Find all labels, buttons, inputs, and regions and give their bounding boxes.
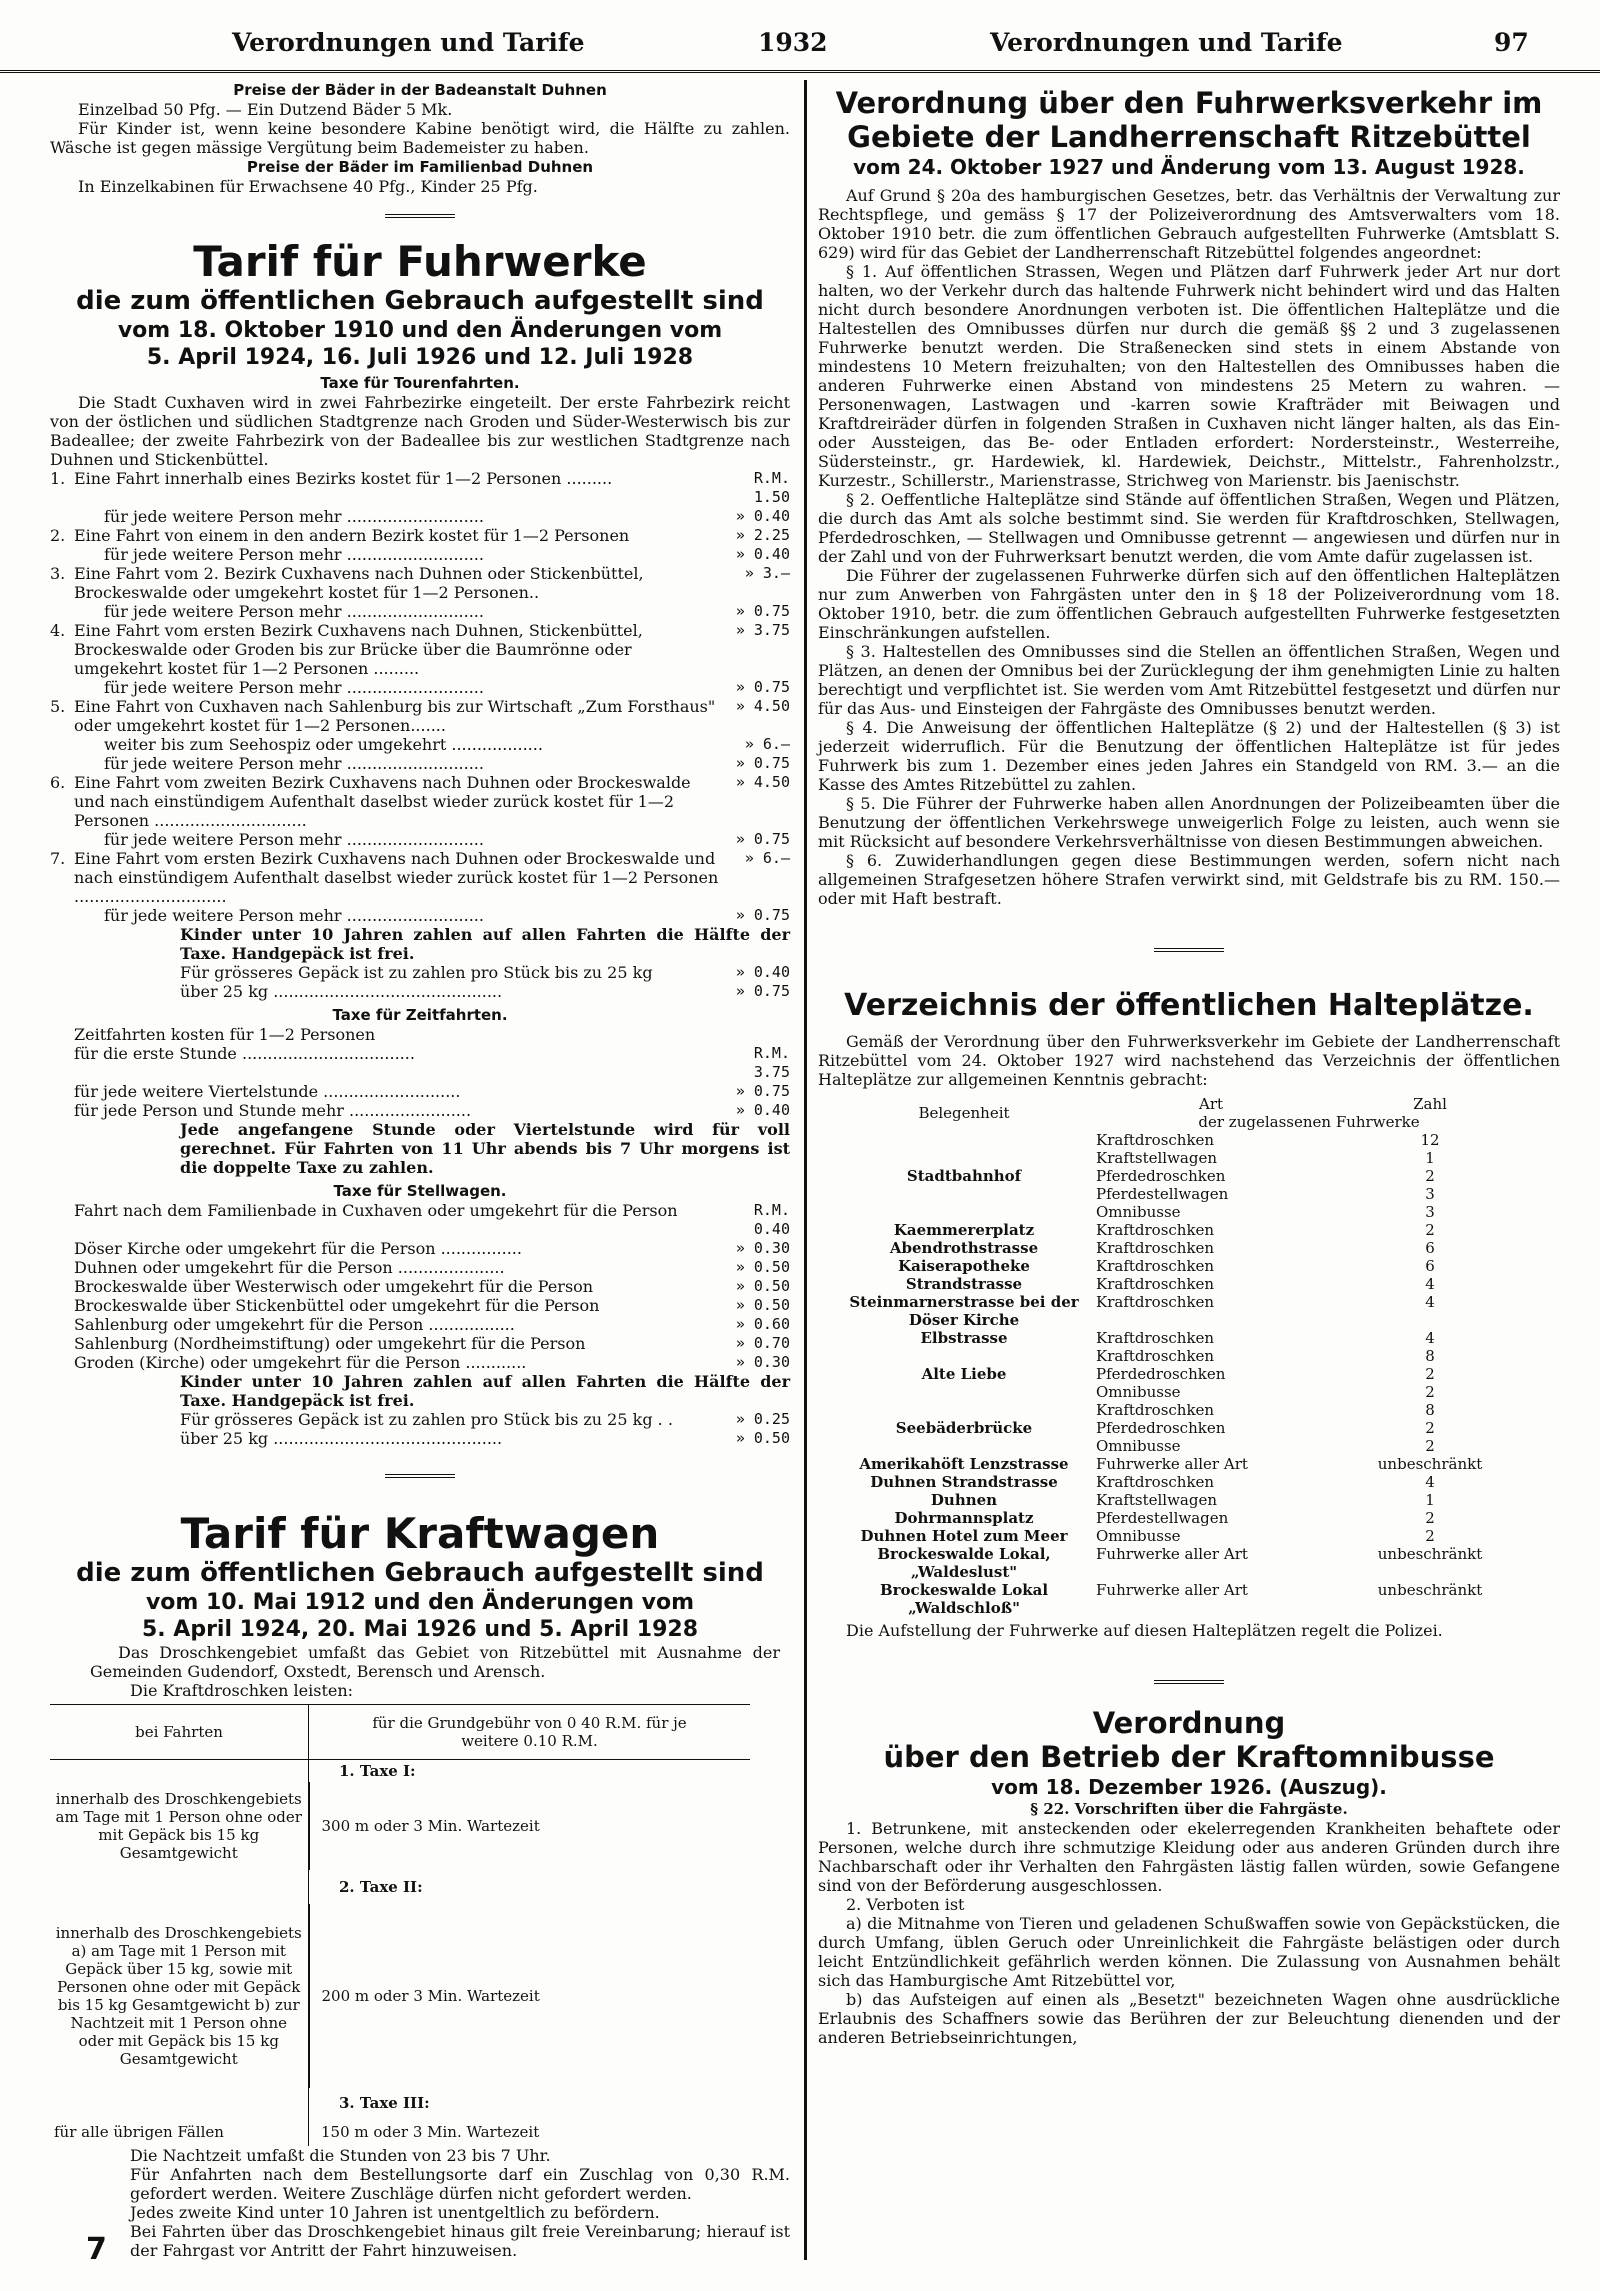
- right-column: [818, 80, 1560, 2047]
- halteplatz-place: [838, 1437, 1090, 1455]
- verordnung-paragraph: § 6. Zuwiderhandlungen gegen diese Bestimmungen werden, sofern nicht nach allgemeinen Strafgesetzen höhere Strafen verwirkt sind, mit Geldstrafe bis zu RM. 150.— oder mit Haft bestraft.: [818, 851, 1560, 908]
- tariff-row: [156, 963, 790, 982]
- tariff-row: [50, 602, 790, 621]
- halteplatz-art: Kraftdroschken: [1096, 1473, 1215, 1491]
- halteplatz-count: 1: [1425, 1149, 1435, 1167]
- halteplatz-row: [838, 1455, 1528, 1473]
- kraftwagen-subtitle-3: 5. April 1924, 20. Mai 1926 und 5. April 1928: [141, 1617, 699, 1642]
- halteplatz-art: Fuhrwerke aller Art: [1096, 1545, 1248, 1563]
- verordnung-omnibus-section: § 22. Vorschriften über die Fahrgäste.: [1030, 1800, 1348, 1818]
- verzeichnis-intro: Gemäß der Verordnung über den Fuhrwerksverkehr im Gebiete der Landherrenschaft Ritzebüttel vom 24. Oktober 1927 wird nachstehend das Verzeichnis der öffentlichen Halteplätze zur allgemeinen Kenntnis gebracht:: [818, 1032, 1560, 1089]
- tariff-row-price: » 0.40: [735, 963, 790, 981]
- halteplatz-row: [838, 1437, 1528, 1455]
- tariff-row-price: » 0.30: [735, 1239, 790, 1257]
- halteplatz-place: [838, 1347, 1090, 1365]
- halteplatz-row: [838, 1383, 1528, 1401]
- tariff-row: [50, 507, 790, 526]
- tariff-row-price: R.M. 1.50: [753, 469, 790, 506]
- halteplatz-count: 4: [1425, 1473, 1435, 1491]
- verordnung-paragraph: § 4. Die Anweisung der öffentlichen Halteplätze (§ 2) und der Haltestellen (§ 3) ist jederzeit widerruflich. Für die Benutzung der öffentlichen Halteplätze ist für jedes Fuhrwerk bis zum 1. Dezember eines jeden Jahres ein Standgeld von RM. 3.— an die Kasse des Amtes Ritzebüttel zu zahlen.: [818, 718, 1560, 794]
- halteplatz-row: [838, 1185, 1528, 1203]
- tariff-row-text: über 25 kg .............................................: [180, 1429, 503, 1448]
- tariff-row: [50, 526, 790, 545]
- halteplatz-count: unbeschränkt: [1377, 1545, 1483, 1563]
- verordnung-paragraph: § 3. Haltestellen des Omnibusses sind die Stellen an öffentlichen Straßen, Wegen und Plätzen, an denen der Omnibus bei der Zurücklegung der ihm genehmigten Linie zu halten berechtigt und verpflichtet ist. Sie werden vom Amt Ritzebüttel festgesetzt und dürfen nur für das Aus- und Einsteigen der Fahrgäste des Omnibusses benutzt werden.: [818, 642, 1560, 718]
- halteplatz-place: Elbstrasse: [920, 1329, 1008, 1347]
- tariff-row-text: Eine Fahrt vom 2. Bezirk Cuxhavens nach Duhnen oder Stickenbüttel, Brockeswalde oder umgekehrt kostet für 1—2 Personen..: [74, 564, 649, 602]
- tariff-row-price: » 6.—: [744, 849, 790, 867]
- halteplatz-art: Kraftdroschken: [1096, 1221, 1215, 1239]
- halteplatz-count: 8: [1425, 1401, 1435, 1419]
- tariff-row-price: » 0.60: [735, 1315, 790, 1333]
- tariff-row-price: » 0.40: [735, 545, 790, 563]
- tariff-row: [50, 1044, 790, 1082]
- halteplaetze-table: [838, 1095, 1528, 1617]
- tariff-row-text: für jede weitere Person mehr ...........................: [104, 507, 484, 526]
- tariff-row-text: Brockeswalde über Stickenbüttel oder umgekehrt für die Person: [74, 1296, 600, 1315]
- tariff-row-text: Eine Fahrt vom zweiten Bezirk Cuxhavens nach Duhnen oder Brockeswalde und nach einstündigem Aufenthalt daselbst wieder zurück kostet für 1—2 Personen ..............................: [74, 773, 696, 830]
- verordnung-fuhrwerk-title-2: Gebiete der Landherrenschaft Ritzebüttel: [847, 120, 1531, 154]
- halteplatz-row: [838, 1401, 1528, 1419]
- halteplatz-count: 2: [1425, 1167, 1435, 1185]
- taxe-3-condition: für alle übrigen Fällen: [50, 2118, 309, 2146]
- tariff-row-price: » 0.75: [735, 906, 790, 924]
- halteplatz-place: Kaiserapotheke: [898, 1257, 1030, 1275]
- header-right: Verordnungen und Tarife: [990, 28, 1343, 57]
- kraftwagen-note: Für Anfahrten nach dem Bestellungsorte darf ein Zuschlag von 0,30 R.M. gefordert werden. Weitere Zuschläge dürfen nicht gefordert werden.: [130, 2165, 790, 2203]
- page-header: [0, 22, 1600, 73]
- halteplatz-row: [838, 1167, 1528, 1185]
- separator: [1154, 948, 1224, 954]
- halteplatz-count: 3: [1425, 1185, 1435, 1203]
- touren-intro: Die Stadt Cuxhaven wird in zwei Fahrbezirke eingeteilt. Der erste Fahrbezirk reicht von der östlichen und südlichen Stadtgrenze nach Groden und Süder-Westerwisch bis zur Badeallee; der zweite Fahrbezirk von der Badeallee bis zur westlichen Stadtgrenze nach Duhnen und Stickenbüttel.: [50, 393, 790, 469]
- kraftwagen-subtitle-2: vom 10. Mai 1912 und den Änderungen vom: [145, 1590, 695, 1615]
- tariff-row-number: 4.: [50, 621, 66, 640]
- tariff-row: [50, 1315, 790, 1334]
- tariff-row: [50, 1025, 790, 1044]
- left-column: [50, 80, 790, 2260]
- tariff-row: [50, 621, 790, 678]
- tariff-row-text: Sahlenburg oder umgekehrt für die Person .................: [74, 1315, 515, 1334]
- tariff-row-text: Zeitfahrten kosten für 1—2 Personen: [74, 1025, 376, 1044]
- halteplatz-place: Dohrmannsplatz: [894, 1509, 1034, 1527]
- tariff-row: [50, 697, 790, 735]
- halteplatz-art: Fuhrwerke aller Art: [1096, 1455, 1248, 1473]
- tariff-row: [50, 1353, 790, 1372]
- halteplatz-art: Omnibusse: [1096, 1437, 1181, 1455]
- separator: [385, 214, 455, 220]
- page-number: 97: [1494, 28, 1529, 57]
- tariff-row-text: Döser Kirche oder umgekehrt für die Person ................: [74, 1239, 522, 1258]
- fuhrwerke-subtitle-3: 5. April 1924, 16. Juli 1926 und 12. Juli 1928: [146, 345, 694, 370]
- stell-title: Taxe für Stellwagen.: [333, 1182, 507, 1200]
- tariff-row-text: für jede weitere Viertelstunde ...........................: [74, 1082, 461, 1101]
- taxe-2-value: 200 m oder 3 Min. Wartezeit: [321, 1987, 540, 2005]
- verordnung-omnibus-body: [818, 1819, 1560, 2047]
- halteplatz-art: Kraftstellwagen: [1096, 1491, 1218, 1509]
- halteplatz-count: 4: [1425, 1329, 1435, 1347]
- zeit-note: Jede angefangene Stunde oder Viertelstunde wird für voll gerechnet. Für Fahrten von 11 Uhr abends bis 7 Uhr morgens ist die doppelte Taxe zu zahlen.: [180, 1120, 790, 1177]
- halteplatz-art: Pferdestellwagen: [1096, 1509, 1229, 1527]
- tariff-row: [50, 1239, 790, 1258]
- halteplatz-art: Kraftdroschken: [1096, 1347, 1215, 1365]
- zeit-list: [50, 1025, 790, 1120]
- halteplatz-place: Brockeswalde Lokal „Waldschloß": [879, 1581, 1049, 1617]
- tariff-row-text: für jede weitere Person mehr ...........................: [104, 602, 484, 621]
- baeder-line-2: Für Kinder ist, wenn keine besondere Kabine benötigt wird, die Hälfte zu zahlen. Wäsche ist gegen mässige Vergütung beim Bademeister zu haben.: [50, 119, 790, 157]
- halteplatz-art: Kraftdroschken: [1096, 1275, 1215, 1293]
- halteplatz-art: Kraftdroschken: [1096, 1131, 1215, 1149]
- halteplatz-art: Kraftdroschken: [1096, 1329, 1215, 1347]
- halteplatz-count: 2: [1425, 1365, 1435, 1383]
- tariff-row-price: » 0.30: [735, 1353, 790, 1371]
- tariff-row-number: 2.: [50, 526, 66, 545]
- halteplatz-art: Kraftdroschken: [1096, 1401, 1215, 1419]
- verordnung-paragraph: b) das Aufsteigen auf einen als „Besetzt" bezeichneten Wagen ohne ausdrückliche Erlaubnis des Schaffners sowie das Berühren der zur Beleuchtung dienenden und der anderen Betriebseinrichtungen,: [818, 1990, 1560, 2047]
- halteplatz-row: [838, 1203, 1528, 1221]
- tariff-row: [50, 849, 790, 906]
- halteplatz-count: 6: [1425, 1257, 1435, 1275]
- halteplatz-place: Duhnen Strandstrasse: [870, 1473, 1058, 1491]
- tariff-row-text: Eine Fahrt von Cuxhaven nach Sahlenburg bis zur Wirtschaft „Zum Forsthaus" oder umgekehrt kostet für 1—2 Personen.......: [74, 697, 721, 735]
- tariff-row-price: » 0.75: [735, 982, 790, 1000]
- fuhrwerke-subtitle-1: die zum öffentlichen Gebrauch aufgestellt sind: [76, 286, 764, 316]
- tariff-row-price: » 0.50: [735, 1296, 790, 1314]
- halteplatz-count: 2: [1425, 1509, 1435, 1527]
- taxe-2-condition: innerhalb des Droschkengebiets a) am Tage mit 1 Person mit Gepäck über 15 kg, sowie mit Personen ohne oder mit Gepäck bis 15 kg Gesamtgewicht b) zur Nachtzeit mit 1 Person ohne oder mit Gepäck bis 15 kg Gesamtgewicht: [50, 1904, 309, 2088]
- verordnung-fuhrwerk-title-3: vom 24. Oktober 1927 und Änderung vom 13. August 1928.: [853, 155, 1525, 179]
- tariff-row-number: 6.: [50, 773, 66, 792]
- halteplatz-art: Kraftstellwagen: [1096, 1149, 1218, 1167]
- verordnung-omnibus-title-2: über den Betrieb der Kraftomnibusse: [883, 1740, 1495, 1774]
- fuhrwerke-subtitle-2: vom 18. Oktober 1910 und den Änderungen vom: [117, 318, 723, 343]
- verordnung-paragraph: § 1. Auf öffentlichen Strassen, Wegen und Plätzen darf Fuhrwerk jeder Art nur dort halten, wo der Verkehr durch das haltende Fuhrwerk nicht behindert wird und das Halten nicht durch besondere Anordnungen verboten ist. Die öffentlichen Halteplätze und die Haltestellen des Omnibusses dürfen nur durch die gemäß §§ 2 und 3 zugelassenen Fuhrwerke benutzt werden. Die Straßenecken sind stets in einem Abstande von mindestens 10 Metern freizuhalten; von den Haltestellen des Omnibusses haben die anderen Fuhrwerke einen Abstand von mindestens 25 Metern zu wahren. — Personenwagen, Lastwagen und -karren sowie Krafträder mit Beiwagen und Kraftdreiräder dürfen in folgenden Straßen in Cuxhaven nicht länger halten, als das Ein- oder Aussteigen, das Be- oder Entladen erfordert: Nordersteinstr., Westerreihe, Südersteinstr., gr. Hardewiek, kl. Hardewiek, Deichstr., Mittelstr., Fahrenholzstr., Kurzestr., Schillerstr., Marienstrasse, Strichweg von Marienstr. bis Jaenischstr.: [818, 262, 1560, 490]
- verordnung-paragraph: Die Führer der zugelassenen Fuhrwerke dürfen sich auf den öffentlichen Halteplätzen nur zum Anwerben von Fahrgästen unter den in § 18 der Polizeiverordnung vom 18. Oktober 1910, betr. die zum öffentlichen Gebrauch aufgestellten Fuhrwerke festgesetzten Einschränkungen aufstellen.: [818, 566, 1560, 642]
- verordnung-omnibus-title-1: Verordnung: [1092, 1706, 1286, 1740]
- tariff-row-price: » 0.75: [735, 678, 790, 696]
- halteplatz-place: Strandstrasse: [905, 1275, 1023, 1293]
- tariff-row-text: weiter bis zum Seehospiz oder umgekehrt ..................: [104, 735, 543, 754]
- halteplatz-art: Omnibusse: [1096, 1203, 1181, 1221]
- tariff-row: [50, 1201, 790, 1239]
- halteplatz-row: [838, 1509, 1528, 1527]
- col-subheader: der zugelassenen Fuhrwerke: [1198, 1113, 1420, 1131]
- halteplatz-count: 1: [1425, 1491, 1435, 1509]
- halteplatz-count: 8: [1425, 1347, 1435, 1365]
- gepaeck-list: [50, 963, 790, 1001]
- tariff-row-number: 3.: [50, 564, 66, 583]
- tariff-row-text: für jede weitere Person mehr ...........................: [104, 545, 484, 564]
- tariff-row-price: » 6.—: [744, 735, 790, 753]
- kraftwagen-title: Tarif für Kraftwagen: [180, 1509, 660, 1558]
- tariff-row-text: Eine Fahrt vom ersten Bezirk Cuxhavens nach Duhnen, Stickenbüttel, Brockeswalde oder Groden bis zur Brücke über die Baumrönne oder umgekehrt kostet für 1—2 Personen .........: [74, 621, 648, 678]
- taxe-head-right: für die Grundgebühr von 0 40 R.M. für je weitere 0.10 R.M.: [372, 1714, 687, 1750]
- taxe-3-title: 3. Taxe III:: [339, 2094, 430, 2112]
- tariff-row-price: » 0.75: [735, 830, 790, 848]
- kraftwagen-leisten: Die Kraftdroschken leisten:: [130, 1681, 354, 1700]
- tariff-row-price: » 2.25: [735, 526, 790, 544]
- halteplatz-place: Amerikahöft Lenzstrasse: [859, 1455, 1069, 1473]
- baeder-title-1: Preise der Bäder in der Badeanstalt Duhnen: [233, 81, 607, 99]
- tariff-row: [50, 1296, 790, 1315]
- zeit-title: Taxe für Zeitfahrten.: [332, 1006, 508, 1024]
- stell-list: [50, 1201, 790, 1372]
- halteplatz-count: 4: [1425, 1275, 1435, 1293]
- taxe-head-left: bei Fahrten: [50, 1705, 309, 1760]
- tariff-row-text: Für grösseres Gepäck ist zu zahlen pro Stück bis zu 25 kg: [180, 963, 653, 982]
- verordnung-paragraph: § 2. Oeffentliche Halteplätze sind Stände auf öffentlichen Straßen, Wegen und Plätzen, die durch das Amt als solche bestimmt sind. Sie werden für Kraftdroschken, Stellwagen, Pferdedroschken, — Stellwagen und Omnibusse getrennt — angewiesen und dürfen nur in der Zahl und von der Fuhrwerksart benutzt werden, die vom Amte dafür zugelassen ist.: [818, 490, 1560, 566]
- halteplatz-row: [838, 1329, 1528, 1347]
- halteplatz-row: [838, 1131, 1528, 1149]
- halteplatz-art: Pferdestellwagen: [1096, 1185, 1229, 1203]
- halteplatz-count: unbeschränkt: [1377, 1455, 1483, 1473]
- halteplatz-row: [838, 1491, 1528, 1509]
- verordnung-paragraph: § 5. Die Führer der Fuhrwerke haben allen Anordnungen der Polizeibeamten über die Benutzung der öffentlichen Verkehrswege unweigerlich Folge zu leisten, auch wenn sie mit Rücksicht auf besondere Verkehrsverhältnisse von diesen Bestimmungen abweichen.: [818, 794, 1560, 851]
- verordnung-paragraph: a) die Mitnahme von Tieren und geladenen Schußwaffen sowie von Gepäckstücken, die durch Umfang, üblen Geruch oder Unreinlichkeit die Fahrgäste belästigen oder durch leicht Entzündlichkeit gefährlich werden können. Die Zulassung von Ausnahmen behält sich das Hamburgische Amt Ritzebüttel vor,: [818, 1914, 1560, 1990]
- kraftwagen-note: Bei Fahrten über das Droschkengebiet hinaus gilt freie Vereinbarung; hierauf ist der Fahrgast vor Antritt der Fahrt hinzuweisen.: [130, 2222, 790, 2260]
- taxe-2-title: 2. Taxe II:: [339, 1878, 423, 1896]
- halteplatz-row: [838, 1275, 1528, 1293]
- separator: [1154, 1680, 1224, 1686]
- stell-note: Kinder unter 10 Jahren zahlen auf allen Fahrten die Hälfte der Taxe. Handgepäck ist frei.: [180, 1372, 790, 1410]
- tariff-row: [50, 773, 790, 830]
- verzeichnis-note: Die Aufstellung der Fuhrwerke auf diesen Halteplätzen regelt die Polizei.: [846, 1621, 1443, 1640]
- col-zahl: Zahl: [1413, 1095, 1447, 1113]
- tariff-row-text: für jede weitere Person mehr ...........................: [104, 754, 484, 773]
- halteplatz-row: [838, 1293, 1528, 1329]
- tariff-row: [50, 1082, 790, 1101]
- touren-title: Taxe für Tourenfahrten.: [320, 374, 520, 392]
- halteplatz-place: Kaemmererplatz: [893, 1221, 1035, 1239]
- header-left: Verordnungen und Tarife: [232, 28, 585, 57]
- halteplatz-count: 6: [1425, 1239, 1435, 1257]
- tariff-row-price: » 0.40: [735, 1101, 790, 1119]
- halteplatz-place: Brockeswalde Lokal, „Waldeslust": [877, 1545, 1051, 1581]
- tariff-row: [50, 1334, 790, 1353]
- halteplatz-row: [838, 1149, 1528, 1167]
- tariff-row-price: » 4.50: [735, 773, 790, 791]
- tariff-row-price: » 0.50: [735, 1258, 790, 1276]
- halteplatz-place: [838, 1203, 1090, 1221]
- baeder-title-2: Preise der Bäder im Familienbad Duhnen: [246, 158, 594, 176]
- tariff-row-number: 7.: [50, 849, 66, 868]
- taxe-1-condition: innerhalb des Droschkengebiets am Tage mit 1 Person ohne oder mit Gepäck bis 15 kg Gesamtgewicht: [50, 1782, 309, 1870]
- verordnung-fuhrwerk-title-1: Verordnung über den Fuhrwerksverkehr im: [835, 86, 1543, 120]
- halteplatz-art: Omnibusse: [1096, 1383, 1181, 1401]
- verordnung-paragraph: 1. Betrunkene, mit ansteckenden oder ekelerregenden Krankheiten behaftete oder Personen, welche durch ihre schmutzige Kleidung oder aus anderen Gründen durch ihre Nachbarschaft oder ihr Verhalten den Fahrgästen lästig fallen würden, sowie Gefangene sind von der Beförderung ausgeschlossen.: [818, 1819, 1560, 1895]
- tariff-row-price: » 4.50: [735, 697, 790, 715]
- tariff-row-text: Eine Fahrt innerhalb eines Bezirks kostet für 1—2 Personen .........: [74, 469, 613, 488]
- halteplatz-row: [838, 1527, 1528, 1545]
- halteplatz-place: Abendrothstrasse: [889, 1239, 1039, 1257]
- halteplatz-row: [838, 1473, 1528, 1491]
- halteplatz-art: Kraftdroschken: [1096, 1257, 1215, 1275]
- halteplatz-place: [838, 1401, 1090, 1419]
- kraftwagen-taxe-table: [50, 1704, 750, 2146]
- halteplatz-art: Pferdedroschken: [1096, 1167, 1226, 1185]
- halteplatz-art: Kraftdroschken: [1096, 1293, 1215, 1311]
- halteplatz-place: Duhnen Hotel zum Meer: [860, 1527, 1068, 1545]
- halteplatz-row: [838, 1221, 1528, 1239]
- halteplatz-art: Pferdedroschken: [1096, 1365, 1226, 1383]
- halteplatz-place: [838, 1383, 1090, 1401]
- fuhrwerke-title: Tarif für Fuhrwerke: [193, 237, 647, 286]
- tariff-row-price: » 0.50: [735, 1277, 790, 1295]
- tariff-row: [50, 1258, 790, 1277]
- halteplatz-art: Fuhrwerke aller Art: [1096, 1581, 1248, 1599]
- tariff-row: [50, 830, 790, 849]
- halteplatz-count: 2: [1425, 1527, 1435, 1545]
- halteplatz-art: Kraftdroschken: [1096, 1239, 1215, 1257]
- tariff-row-number: 5.: [50, 697, 66, 716]
- tariff-row-price: » 0.75: [735, 1082, 790, 1100]
- halteplatz-place: Steinmarnerstrasse bei der Döser Kirche: [849, 1293, 1079, 1329]
- tariff-row: [156, 1429, 790, 1448]
- tariff-row-text: über 25 kg .............................................: [180, 982, 503, 1001]
- tariff-row-text: Fahrt nach dem Familienbade in Cuxhaven oder umgekehrt für die Person: [74, 1201, 678, 1220]
- tariff-row-text: Eine Fahrt von einem in den andern Bezirk kostet für 1—2 Personen: [74, 526, 630, 545]
- tariff-row-price: » 3.—: [744, 564, 790, 582]
- tariff-row-text: Eine Fahrt vom ersten Bezirk Cuxhavens nach Duhnen oder Brockeswalde und nach einstündigem Aufenthalt daselbst wieder zurück kostet für 1—2 Personen ..............................: [74, 849, 724, 906]
- halteplatz-row: [838, 1365, 1528, 1383]
- tariff-row-text: für jede weitere Person mehr ...........................: [104, 830, 484, 849]
- halteplatz-place: [838, 1131, 1090, 1149]
- col-art: Art: [1198, 1095, 1224, 1113]
- halteplatz-row: [838, 1257, 1528, 1275]
- halteplatz-row: [838, 1347, 1528, 1365]
- column-divider: [804, 80, 807, 2260]
- halteplatz-count: 2: [1425, 1383, 1435, 1401]
- halteplatz-row: [838, 1419, 1528, 1437]
- kraftwagen-intro: Das Droschkengebiet umfaßt das Gebiet von Ritzebüttel mit Ausnahme der Gemeinden Gudendorf, Oxstedt, Berensch und Arensch.: [90, 1643, 780, 1681]
- col-belegenheit: Belegenheit: [918, 1104, 1010, 1122]
- taxe-1-value: 300 m oder 3 Min. Wartezeit: [321, 1817, 540, 1835]
- tariff-row-price: » 0.75: [735, 602, 790, 620]
- tariff-row-price: » 3.75: [735, 621, 790, 639]
- touren-note: Kinder unter 10 Jahren zahlen auf allen Fahrten die Hälfte der Taxe. Handgepäck ist frei.: [180, 925, 790, 963]
- halteplatz-place: Duhnen: [930, 1491, 998, 1509]
- halteplatz-row: [838, 1581, 1528, 1617]
- tariff-row-price: R.M. 0.40: [753, 1201, 790, 1238]
- halteplatz-row: [838, 1239, 1528, 1257]
- tariff-row: [50, 545, 790, 564]
- halteplatz-count: 12: [1420, 1131, 1440, 1149]
- halteplatz-count: 2: [1425, 1419, 1435, 1437]
- tariff-row-text: Brockeswalde über Westerwisch oder umgekehrt für die Person: [74, 1277, 594, 1296]
- tariff-row-price: » 0.50: [735, 1429, 790, 1447]
- tariff-row-text: für jede Person und Stunde mehr ........................: [74, 1101, 472, 1120]
- tariff-row-text: Duhnen oder umgekehrt für die Person .....................: [74, 1258, 505, 1277]
- tariff-row: [156, 1410, 790, 1429]
- tariff-row-price: » 0.70: [735, 1334, 790, 1352]
- tariff-row-number: 1.: [50, 469, 66, 488]
- tariff-row: [50, 754, 790, 773]
- kraftwagen-subtitle-1: die zum öffentlichen Gebrauch aufgestellt sind: [76, 1558, 764, 1588]
- touren-list: [50, 469, 790, 925]
- taxe-3-value: 150 m oder 3 Min. Wartezeit: [321, 2123, 540, 2141]
- halteplatz-place: Seebäderbrücke: [895, 1419, 1033, 1437]
- kraftwagen-note: Die Nachtzeit umfaßt die Stunden von 23 bis 7 Uhr.: [130, 2146, 551, 2165]
- verordnung-omnibus-title-3: vom 18. Dezember 1926. (Auszug).: [991, 1775, 1387, 1799]
- kraftwagen-note: Jedes zweite Kind unter 10 Jahren ist unentgeltlich zu befördern.: [130, 2203, 660, 2222]
- tariff-row-text: für jede weitere Person mehr ...........................: [104, 678, 484, 697]
- halteplatz-art: Omnibusse: [1096, 1527, 1181, 1545]
- verzeichnis-title: Verzeichnis der öffentlichen Halteplätze.: [844, 988, 1534, 1023]
- tariff-row-price: » 0.40: [735, 507, 790, 525]
- tariff-row: [156, 982, 790, 1001]
- tariff-row: [50, 1101, 790, 1120]
- tariff-row-text: Groden (Kirche) oder umgekehrt für die Person ............: [74, 1353, 527, 1372]
- tariff-row: [50, 469, 790, 507]
- tariff-row-text: Sahlenburg (Nordheimstiftung) oder umgekehrt für die Person: [74, 1334, 586, 1353]
- halteplatz-count: 4: [1425, 1293, 1435, 1311]
- tariff-row-price: » 0.25: [735, 1410, 790, 1428]
- separator: [385, 1474, 455, 1480]
- tariff-row-text: für die erste Stunde ..................................: [74, 1044, 415, 1063]
- verordnung-paragraph: 2. Verboten ist: [846, 1895, 965, 1914]
- halteplatz-row: [838, 1545, 1528, 1581]
- halteplatz-art: Pferdedroschken: [1096, 1419, 1226, 1437]
- halteplatz-place: Stadtbahnhof: [906, 1167, 1022, 1185]
- tariff-row-text: Für grösseres Gepäck ist zu zahlen pro Stück bis zu 25 kg . .: [180, 1410, 673, 1429]
- halteplatz-count: 2: [1425, 1221, 1435, 1239]
- taxe-1-title: 1. Taxe I:: [339, 1762, 416, 1780]
- baeder-line-1: Einzelbad 50 Pfg. — Ein Dutzend Bäder 5 Mk.: [78, 100, 453, 119]
- halteplatz-place: [838, 1149, 1090, 1167]
- halteplatz-count: 3: [1425, 1203, 1435, 1221]
- tariff-row: [50, 906, 790, 925]
- page-mark: 7: [86, 2232, 107, 2267]
- tariff-row: [50, 678, 790, 697]
- tariff-row: [50, 735, 790, 754]
- tariff-row-text: für jede weitere Person mehr ...........................: [104, 906, 484, 925]
- tariff-row-price: » 0.75: [735, 754, 790, 772]
- verordnung-fuhrwerk-body: [818, 186, 1560, 908]
- verordnung-paragraph: Auf Grund § 20a des hamburgischen Gesetzes, betr. das Verhältnis der Verwaltung zur Rechtspflege, und gemäss § 17 der Polizeiverordnung des Amtsverwalters vom 18. Oktober 1910 betr. die zum öffentlichen Gebrauch aufgestellten Fuhrwerke (Amtsblatt S. 629) wird für das Gebiet der Landherrenschaft Ritzebüttel folgendes angeordnet:: [818, 186, 1560, 262]
- kraftwagen-notes: [50, 2146, 790, 2260]
- halteplatz-count: unbeschränkt: [1377, 1581, 1483, 1599]
- tariff-row: [50, 564, 790, 602]
- tariff-row-price: R.M. 3.75: [753, 1044, 790, 1081]
- halteplatz-count: 2: [1425, 1437, 1435, 1455]
- halteplatz-place: [838, 1185, 1090, 1203]
- tariff-row: [50, 1277, 790, 1296]
- baeder-line-3: In Einzelkabinen für Erwachsene 40 Pfg., Kinder 25 Pfg.: [78, 177, 538, 196]
- halteplatz-place: Alte Liebe: [921, 1365, 1007, 1383]
- header-year: 1932: [758, 28, 828, 57]
- stell-gepaeck-list: [50, 1410, 790, 1448]
